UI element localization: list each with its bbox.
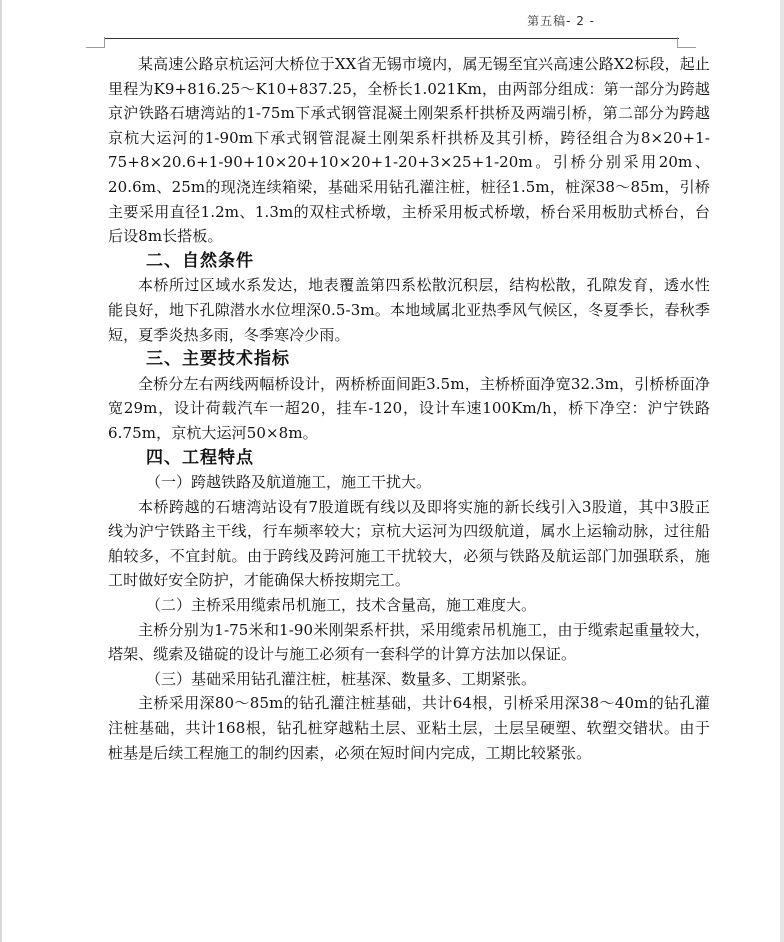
paragraph-feature-2: 主桥分别为1-75米和1-90米刚架系杆拱，采用缆索吊机施工，由于缆索起重量较大，塔架、缆索及锚碇的设计与施工必须有一套科学的计算方法加以保证。 bbox=[108, 620, 710, 664]
heading-project-features: 四、工程特点 bbox=[146, 447, 254, 468]
paragraph-feature-1: 本桥跨越的石塘湾站设有7股道既有线以及即将实施的新长线引入3股道，其中3股正线为沪宁铁路主干线，行车频率较大；京杭大运河为四级航道，属水上运输动脉，过往船舶较多，不宜封航。由于跨线及跨河施工干扰较大，必须与铁路及航运部门加强联系，施工时做好安全防护，才能确保大桥按期完工。 bbox=[108, 497, 710, 590]
paragraph-overview: 某高速公路京杭运河大桥位于XX省无锡市境内，属无锡至宜兴高速公路X2标段，起止里程为K9+816.25～K10+837.25，全桥长1.021Km，由两部分组成：第一部分为跨越京沪铁路石塘湾站的1-75m下承式钢管混凝土刚架系杆拱桥及两端引桥，第二部分为跨越京杭大运河的1-90m下承式钢管混凝土刚架系杆拱桥及其引桥，跨径组合为8×20+1-75+8×20.6+1-90+10×20+10×20+1-20+3×25+1-20m。引桥分别采用20m、20.6m、25m的现浇连续箱梁，基础采用钻孔灌注桩，桩径1.5m，桩深38～85m，引桥主要采用直径1.2m、1.3m的双柱式桥墩，主桥采用板式桥墩，桥台采用板肋式桥台，台后设8m长搭板。 bbox=[108, 55, 710, 246]
heading-technical-indicators: 三、主要技术指标 bbox=[146, 349, 290, 370]
page-header bbox=[104, 12, 679, 39]
heading-natural-conditions: 二、自然条件 bbox=[146, 250, 254, 271]
document-body bbox=[108, 52, 710, 765]
subheading-feature-2: （二）主桥采用缆索吊机施工，技术含量高，施工难度大。 bbox=[146, 596, 537, 615]
page-left-edge bbox=[0, 0, 2, 942]
paragraph-technical-indicators: 全桥分左右两线两幅桥设计，两桥桥面间距3.5m，主桥桥面净宽32.3m，引桥桥面净宽29m，设计荷载汽车一超20，挂车-120，设计车速100Km/h，桥下净空：沪宁铁路6.75m，京杭大运河50×8m。 bbox=[108, 374, 710, 442]
subheading-feature-3: （三）基础采用钻孔灌注桩，桩基深、数量多、工期紧张。 bbox=[146, 669, 537, 688]
subheading-feature-1: （一）跨越铁路及航道施工，施工干扰大。 bbox=[146, 473, 432, 492]
paragraph-feature-3: 主桥采用深80～85m的钻孔灌注桩基础，共计64根，引桥采用深38～40m的钻孔灌注桩基础，共计168根，钻孔桩穿越粘土层、亚粘土层，土层呈硬塑、软塑交错状。由于桩基是后续工程施工的制约因素，必须在短时间内完成，工期比较紧张。 bbox=[108, 694, 710, 762]
paragraph-natural-conditions: 本桥所过区域水系发达，地表覆盖第四系松散沉积层，结构松散，孔隙发育，透水性能良好，地下孔隙潜水水位埋深0.5-3m。本地域属北亚热季风气候区，冬夏季长，春秋季短，夏季炎热多雨，冬季寒冷少雨。 bbox=[108, 276, 710, 344]
header-text: 第五稿- 2 - bbox=[527, 14, 595, 28]
page-right-edge bbox=[780, 0, 784, 942]
text-boundary-mark-right bbox=[677, 37, 696, 48]
text-boundary-mark-left bbox=[86, 37, 105, 48]
